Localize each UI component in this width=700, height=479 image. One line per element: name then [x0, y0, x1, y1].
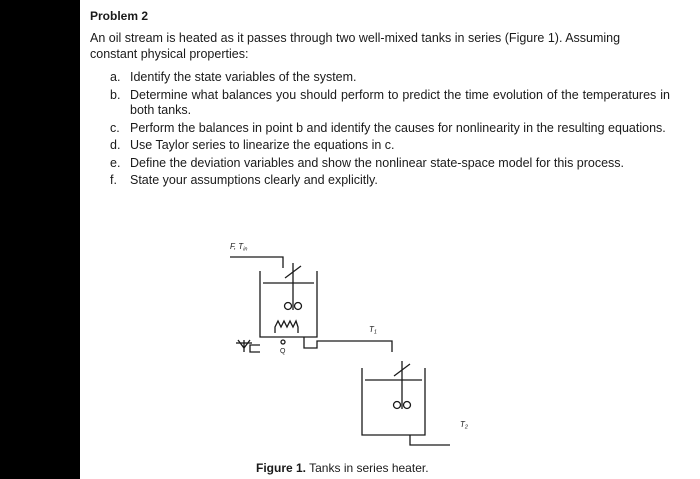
heat-input-marker	[281, 340, 285, 344]
tank-1-impeller-left	[285, 303, 292, 310]
tank-2-impeller-left	[394, 402, 401, 409]
drain-valve-body	[238, 340, 250, 348]
inlet-label: F, Tin	[230, 242, 248, 253]
t2-label: T2	[460, 420, 468, 431]
tank-1-outlet-pipe	[304, 337, 392, 352]
problem-intro: An oil stream is heated as it passes through two well-mixed tanks in series (Figure 1). Assuming constant physical properties:	[90, 31, 621, 61]
tank-1-agitator-top	[285, 266, 301, 278]
task-marker: d.	[110, 138, 121, 152]
task-item-f	[110, 173, 670, 189]
caption-number: Figure 1.	[256, 461, 307, 475]
tank-1-impeller-right	[295, 303, 302, 310]
task-item-a	[110, 70, 670, 86]
task-list	[110, 70, 670, 191]
tank-2	[362, 368, 425, 435]
task-marker: e.	[110, 155, 121, 170]
task-marker: b.	[110, 87, 121, 102]
task-item-e	[110, 156, 670, 172]
tank-2-agitator-top	[394, 364, 410, 376]
caption-text: Tanks in series heater.	[306, 461, 429, 475]
tank-1	[260, 271, 317, 337]
figure-caption	[256, 461, 429, 475]
tank-2-impeller-right	[404, 402, 411, 409]
task-item-c	[110, 121, 670, 137]
task-text: Use Taylor series to linearize the equations in c.	[130, 138, 395, 152]
heater-coil	[275, 321, 298, 333]
t1-label: T1	[369, 325, 377, 336]
task-marker: a.	[110, 70, 121, 84]
heat-label: Q	[280, 348, 286, 355]
task-text: Perform the balances in point b and identify the causes for nonlinearity in the resulting equations.	[130, 120, 666, 135]
task-text: Determine what balances you should perform to predict the time evolution of the temperatures in both tanks.	[130, 87, 670, 117]
tank-2-outlet-pipe	[410, 435, 450, 445]
tank-1-drain-pipe	[250, 345, 260, 352]
task-item-d	[110, 138, 670, 154]
task-text: State your assumptions clearly and explicitly.	[130, 173, 378, 187]
document-page	[80, 0, 700, 479]
task-item-b	[110, 88, 670, 119]
task-marker: c.	[110, 120, 120, 135]
task-marker: f.	[110, 173, 117, 187]
task-text: Define the deviation variables and show the nonlinear state-space model for this process.	[130, 155, 625, 170]
task-text: Identify the state variables of the system.	[130, 70, 357, 84]
problem-title: Problem 2	[90, 9, 149, 23]
inlet-pipe	[230, 257, 283, 268]
